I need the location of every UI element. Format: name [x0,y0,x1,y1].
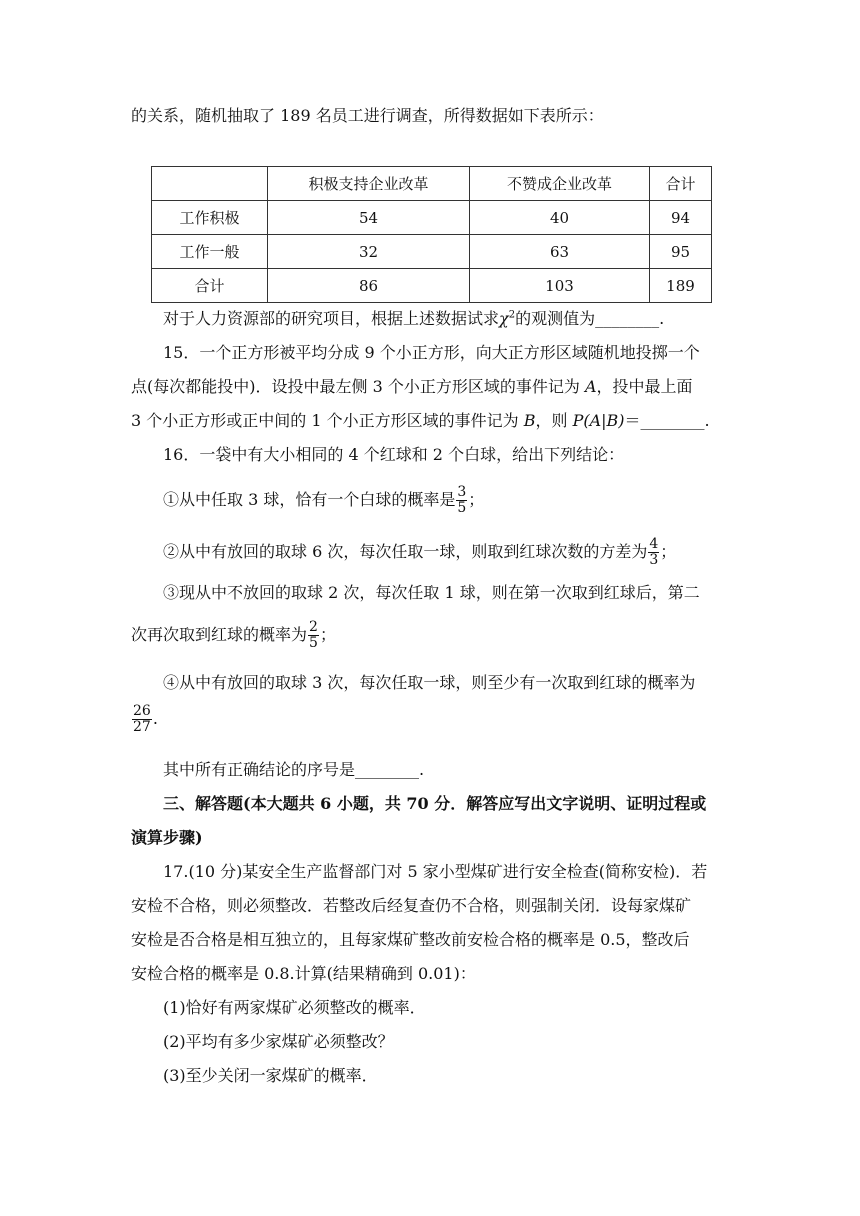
table-cell: 86 [268,269,470,303]
q16-ask: 其中所有正确结论的序号是________. [163,760,425,779]
chi-symbol: χ [499,309,509,328]
statement-text: ②从中有放回的取球 6 次，每次任取一球，则取到红球次数的方差为 [163,542,648,561]
table-header-cell: 积极支持企业改革 [268,167,470,201]
table-header-cell [152,167,268,201]
table-header-row [152,167,712,201]
statement-end: ； [319,625,336,644]
fraction [132,704,152,735]
statement-text: ①从中任取 3 球，恰有一个白球的概率是 [163,490,456,509]
q16-statement-4: ④从中有放回的取球 3 次，每次任取一球，则至少有一次取到红球的概率为 [163,673,696,692]
q15-text: 点(每次都能投中)．设投中最左侧 3 个小正方形区域的事件记为 [131,377,585,396]
table-cell: 63 [470,235,650,269]
q14-blank: 的观测值为________. [515,309,665,328]
fraction-numerator: 26 [133,703,151,719]
survey-table [151,166,712,303]
q17-part-3: (3)至少关闭一家煤矿的概率． [163,1066,378,1085]
q16-statement-3-line-2 [131,620,336,651]
table-cell: 工作一般 [152,235,268,269]
q14-question-tail [163,308,664,330]
section-heading: 三、解答题(本大题共 6 小题，共 70 分．解答应写出文字说明、证明过程或 [163,794,707,813]
table-row [152,201,712,235]
q16-statement-2 [163,537,676,568]
q15-text: 3 个小正方形或正中间的 1 个小正方形区域的事件记为 [131,411,524,430]
q15-text: ，则 [535,411,573,430]
section-heading: 演算步骤) [131,828,203,847]
statement-end: ； [660,542,677,561]
statement-text: 次再次取到红球的概率为 [131,625,308,644]
q17-line-1: 17.(10 分)某安全生产监督部门对 5 家小型煤矿进行安全检查(简称安检)．若 [163,862,708,881]
table-cell: 54 [268,201,470,235]
q16-stem: 16．一袋中有大小相同的 4 个红球和 2 个白球，给出下列结论： [163,445,625,464]
table-cell: 32 [268,235,470,269]
fraction-numerator: 2 [309,619,318,635]
section-3-heading-line-2 [131,827,203,849]
fraction-denominator: 5 [309,635,318,651]
conditional-expr: (A|B) [583,411,625,430]
q17-line-4: 安检合格的概率是 0.8.计算(结果精确到 0.01)： [131,964,476,983]
table-cell: 94 [650,201,712,235]
prob-symbol: P [572,411,584,430]
table-row [152,269,712,303]
q15-line-2 [131,376,693,398]
q17-line-2: 安检不合格，则必须整改．若整改后经复查仍不合格，则强制关闭．设每家煤矿 [131,896,692,915]
q15-line-3 [131,410,710,432]
table-cell: 189 [650,269,712,303]
section-3-heading-line-1 [163,793,706,815]
q16-statement-1 [163,485,484,516]
q16-statement-3-line-1: ③现从中不放回的取球 2 次，每次任取 1 球，则在第一次取到红球后，第二 [163,583,700,602]
q14-text: 对于人力资源部的研究项目，根据上述数据试求 [163,309,500,328]
fraction-denominator: 3 [649,552,659,568]
q15-blank: ＝________. [624,411,710,430]
fraction [456,485,467,516]
table-header-cell: 不赞成企业改革 [470,167,650,201]
table-cell: 103 [470,269,650,303]
statement-end: . [152,709,158,728]
event-a: A [584,377,597,396]
statement-end: ； [468,490,485,509]
q17-part-1: (1)恰好有两家煤矿必须整改的概率． [163,998,426,1017]
fraction-denominator: 27 [133,719,151,735]
q17-line-3: 安检是否合格是相互独立的，且每家煤矿整改前安检合格的概率是 0.5，整改后 [131,930,690,949]
fraction-numerator: 3 [457,484,467,500]
table-cell: 合计 [152,269,268,303]
q15-text: ，投中最上面 [596,377,693,396]
q15-line-1: 15．一个正方形被平均分成 9 个小正方形，向大正方形区域随机地投掷一个 [163,343,700,362]
fraction-numerator: 4 [649,536,659,552]
table-header-cell: 合计 [650,167,712,201]
table-cell: 95 [650,235,712,269]
fraction [308,620,319,651]
q16-statement-4-fraction-line [131,704,158,735]
fraction-denominator: 5 [457,500,467,516]
table-cell: 40 [470,201,650,235]
intro-text: 的关系，随机抽取了 189 名员工进行调查，所得数据如下表所示： [131,106,604,125]
table-row [152,235,712,269]
event-b: B [523,411,536,430]
table-cell: 工作积极 [152,201,268,235]
fraction [648,537,659,568]
chi-exponent: 2 [508,309,516,321]
q17-part-2: (2)平均有多少家煤矿必须整改？ [163,1032,394,1051]
